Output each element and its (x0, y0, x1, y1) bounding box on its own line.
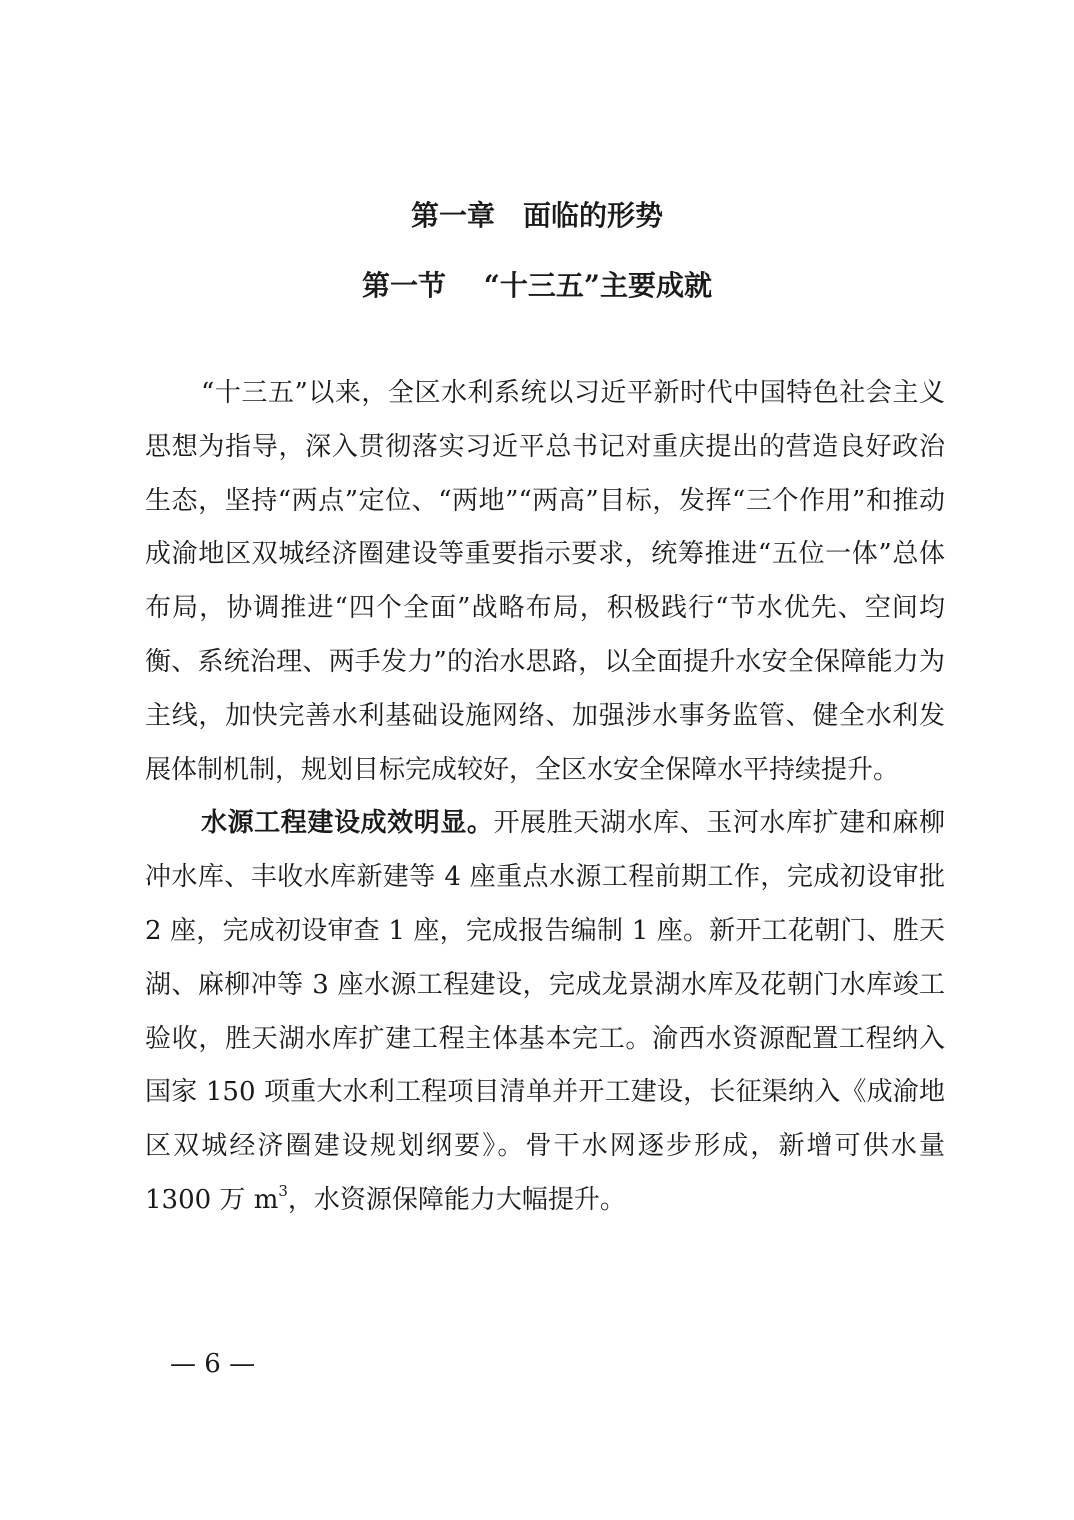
paragraph-lead: 水源工程建设成效明显。 (201, 808, 494, 839)
page-number: — 6 — (170, 1349, 256, 1379)
paragraph-text: “十三五”以来，全区水利系统以习近平新时代中国特色社会主义思想为指导，深入贯彻落实习近平总书记对重庆提出的营造良好政治生态，坚持“两点”定位、“两地”“两高”目标，发挥“三个作用”和推动成渝地区双城经济圈建设等重要指示要求，统筹推进“五位一体”总体布局，协调推进“四个全面”战略布局，积极践行“节水优先、空间均衡、系统治理、两手发力”的治水思路，以全面提升水安全保障能力为主线，加快完善水利基础设施网络、加强涉水事务监管、健全水利发展体制机制，规划目标完成较好，全区水安全保障水平持续提升。 (145, 378, 945, 785)
paragraph-intro (145, 367, 945, 797)
superscript-unit: 3 (278, 1182, 288, 1201)
paragraph-water-source (145, 797, 945, 1227)
chapter-title: 第一章 面临的形势 (410, 199, 663, 232)
section-title: 第一节 “十三五”主要成就 (362, 269, 712, 302)
paragraph-text: 开展胜天湖水库、玉河水库扩建和麻柳冲水库、丰收水库新建等 4 座重点水源工程前期工作，完成初设审批 2 座，完成初设审查 1 座，完成报告编制 1 座。新开工花朝门、胜天湖、麻柳冲等 3 座水源工程建设，完成龙景湖水库及花朝门水库竣工验收，胜天湖水库扩建工程主体基本完工。渝西水资源配置工程纳入国家 150 项重大水利工程项目清单并开工建设，长征渠纳入《成渝地区双城经济圈建设规划纲要》。骨干水网逐步形成，新增可供水量 1300 万 m (145, 808, 945, 1215)
paragraph-text-after: ，水资源保障能力大幅提升。 (287, 1184, 626, 1215)
body-text (145, 367, 945, 1228)
